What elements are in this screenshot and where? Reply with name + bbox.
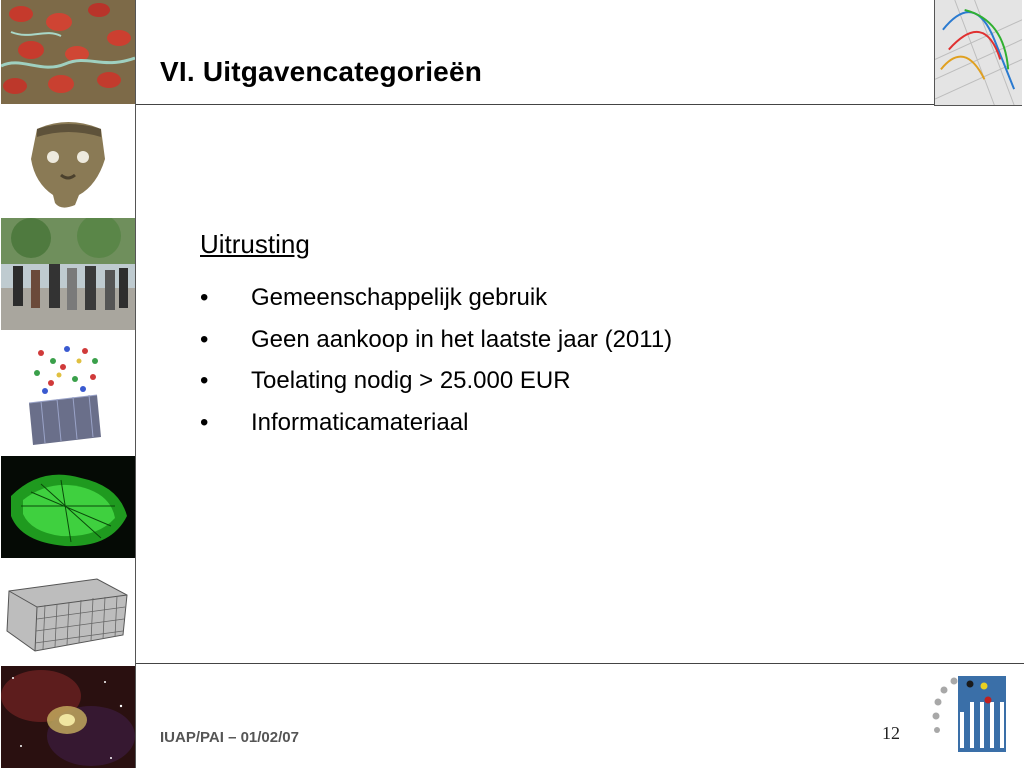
blood-cells-image xyxy=(1,0,135,104)
galaxy-image xyxy=(1,666,135,768)
molecular-structure-image xyxy=(1,333,135,453)
bullet-marker: • xyxy=(200,408,209,436)
list-item xyxy=(200,324,672,366)
crowd-image xyxy=(1,218,135,330)
title-underline-rule xyxy=(136,104,935,105)
bullet-list xyxy=(200,282,672,448)
mask-artifact-image xyxy=(1,107,135,215)
footer-rule xyxy=(136,663,1024,664)
page-number: 12 xyxy=(882,723,900,743)
page-title: VI. Uitgavencategorieën xyxy=(160,56,483,87)
green-3d-mesh-image xyxy=(1,456,135,558)
list-item xyxy=(200,282,672,324)
bullet-text: Geen aankoop in het laatste jaar (2011) xyxy=(251,325,673,353)
bullet-text: Informaticamateriaal xyxy=(251,408,469,436)
list-item xyxy=(200,407,672,449)
circuit-diagram-image xyxy=(934,0,1022,106)
gray-grid-block-image xyxy=(1,561,135,663)
section-subheading: Uitrusting xyxy=(200,229,310,259)
bullet-marker: • xyxy=(200,284,209,311)
bullet-text: Gemeenschappelijk gebruik xyxy=(251,284,548,311)
institute-logo xyxy=(928,672,1010,756)
footer-text: IUAP/PAI – 01/02/07 xyxy=(160,729,299,746)
image-sidebar xyxy=(0,0,136,768)
list-item xyxy=(200,365,672,407)
bullet-text: Toelating nodig > 25.000 EUR xyxy=(251,367,571,394)
bullet-marker: • xyxy=(200,367,209,394)
bullet-marker: • xyxy=(200,325,209,353)
